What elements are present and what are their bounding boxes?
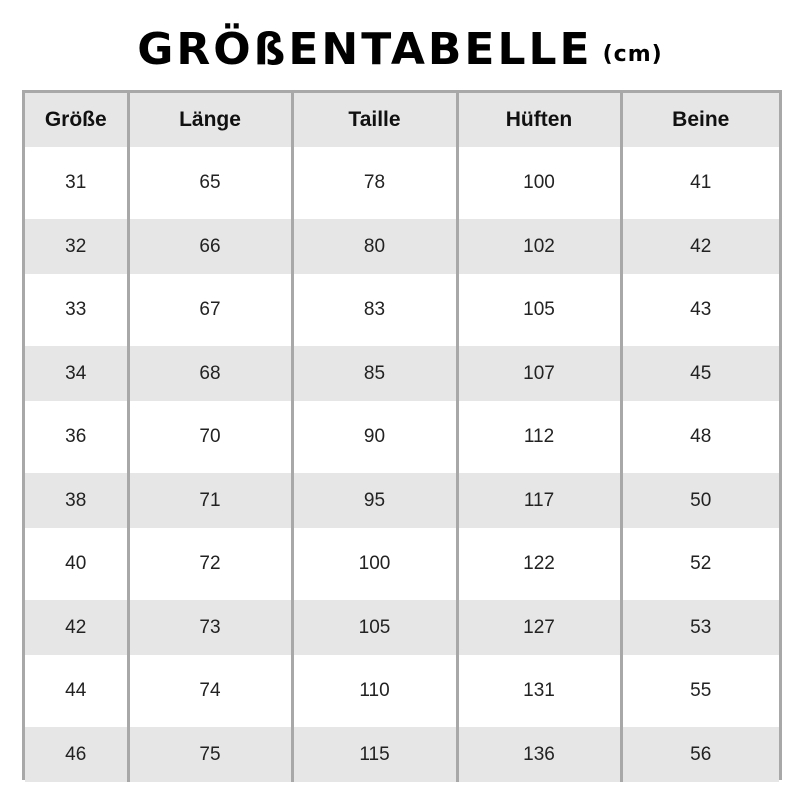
table-cell: 136 bbox=[457, 727, 621, 782]
table-cell: 53 bbox=[621, 600, 779, 655]
table-row bbox=[25, 600, 779, 655]
table-cell: 41 bbox=[621, 147, 779, 219]
table-cell: 50 bbox=[621, 473, 779, 528]
table-header-row bbox=[25, 93, 779, 147]
table-cell: 95 bbox=[292, 473, 457, 528]
table-cell: 46 bbox=[25, 727, 128, 782]
table-row bbox=[25, 401, 779, 473]
table-cell: 80 bbox=[292, 219, 457, 274]
table-cell: 40 bbox=[65, 553, 87, 574]
table-cell: 70 bbox=[128, 401, 292, 473]
table-cell: 107 bbox=[457, 346, 621, 401]
table-cell: 42 bbox=[621, 219, 779, 274]
size-table-container bbox=[22, 90, 782, 780]
table-cell: 90 bbox=[292, 401, 457, 473]
table-cell: 65 bbox=[128, 147, 292, 219]
table-cell: 45 bbox=[621, 346, 779, 401]
table-cell: 127 bbox=[457, 600, 621, 655]
table-row bbox=[25, 727, 779, 782]
page-title bbox=[0, 18, 800, 82]
header-laenge: Länge bbox=[128, 93, 292, 147]
table-cell: 117 bbox=[457, 473, 621, 528]
table-cell: 122 bbox=[457, 528, 621, 600]
table-cell: 73 bbox=[128, 600, 292, 655]
table-cell: 38 bbox=[25, 473, 128, 528]
title-text: GRÖßENTABELLE bbox=[137, 24, 593, 75]
table-row bbox=[25, 655, 779, 727]
table-cell: 72 bbox=[128, 528, 292, 600]
table-row bbox=[25, 219, 779, 274]
header-groesse: Größe bbox=[25, 93, 128, 147]
table-row bbox=[25, 473, 779, 528]
table-cell: 74 bbox=[128, 655, 292, 727]
table-cell: 71 bbox=[128, 473, 292, 528]
table-cell: 55 bbox=[621, 655, 779, 727]
size-table bbox=[25, 93, 779, 782]
table-cell: 105 bbox=[457, 274, 621, 346]
header-beine: Beine bbox=[621, 93, 779, 147]
header-hueften: Hüften bbox=[457, 93, 621, 147]
table-cell: 100 bbox=[457, 147, 621, 219]
table-cell: 68 bbox=[128, 346, 292, 401]
table-cell: 44 bbox=[65, 680, 87, 701]
table-row bbox=[25, 346, 779, 401]
table-cell: 100 bbox=[292, 528, 457, 600]
table-cell: 105 bbox=[292, 600, 457, 655]
table-cell: 66 bbox=[128, 219, 292, 274]
table-cell: 75 bbox=[128, 727, 292, 782]
table-cell: 43 bbox=[621, 274, 779, 346]
table-cell: 42 bbox=[25, 600, 128, 655]
title-unit: (cm) bbox=[602, 42, 663, 67]
table-cell: 34 bbox=[25, 346, 128, 401]
table-cell: 85 bbox=[292, 346, 457, 401]
table-row bbox=[25, 147, 779, 219]
table-cell: 32 bbox=[25, 219, 128, 274]
table-cell: 131 bbox=[457, 655, 621, 727]
table-cell: 83 bbox=[292, 274, 457, 346]
table-row bbox=[25, 528, 779, 600]
table-cell: 112 bbox=[457, 401, 621, 473]
table-cell: 78 bbox=[292, 147, 457, 219]
table-cell: 48 bbox=[621, 401, 779, 473]
table-cell: 67 bbox=[128, 274, 292, 346]
table-cell: 52 bbox=[621, 528, 779, 600]
table-row bbox=[25, 274, 779, 346]
table-cell: 36 bbox=[65, 426, 87, 447]
table-cell: 102 bbox=[457, 219, 621, 274]
table-cell: 31 bbox=[65, 172, 87, 193]
table-cell: 33 bbox=[65, 299, 87, 320]
table-cell: 115 bbox=[292, 727, 457, 782]
header-taille: Taille bbox=[292, 93, 457, 147]
table-cell: 110 bbox=[292, 655, 457, 727]
table-cell: 56 bbox=[621, 727, 779, 782]
